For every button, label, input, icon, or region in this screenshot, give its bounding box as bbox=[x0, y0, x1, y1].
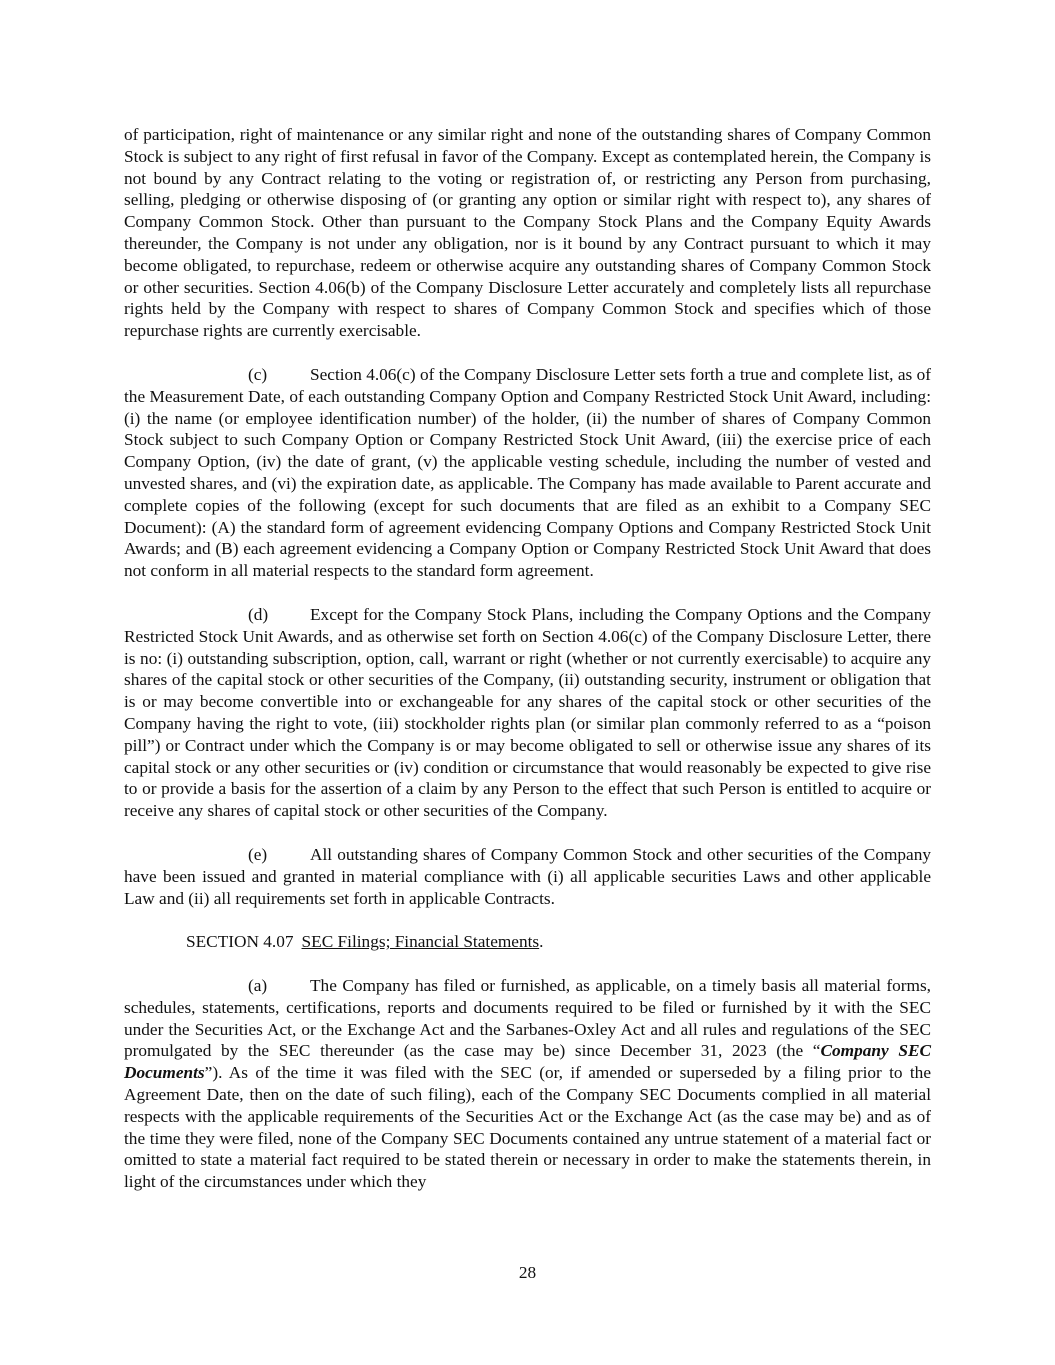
paragraph-c-label: (c) bbox=[248, 364, 268, 384]
paragraph-e bbox=[124, 844, 931, 909]
paragraph-a bbox=[124, 975, 931, 1193]
section-number: SECTION 4.07 bbox=[186, 932, 294, 952]
section-title-period: . bbox=[539, 932, 544, 952]
paragraph-c-text: Section 4.06(c) of the Company Disclosure Letter sets forth a true and complete list, as of the Measurement Date, of each outstanding Company Option and Company Restricted Stock Unit Award, including: (i) the name (or employee identification number) of the holder, (ii) the number of shares of Company Common Stock subject to such Company Option or Company Restricted Stock Unit Award, (iii) the exercise price of each Company Option, (iv) the date of grant, (v) the applicable vesting schedule, including the number of vested and unvested shares, and (vi) the expiration date, as applicable. The Company has made available to Parent accurate and complete copies of the following (except for such documents that are filed as an exhibit to a Company SEC Document): (A) the standard form of agreement evidencing Company Options and Company Restricted Stock Unit Awards; and (B) each agreement evidencing a Company Option or Company Restricted Stock Unit Award that does not conform in all material respects to the standard form agreement. bbox=[124, 364, 931, 581]
page-body bbox=[124, 124, 931, 1193]
paragraph-c bbox=[124, 364, 931, 582]
paragraph-a-label: (a) bbox=[248, 976, 268, 996]
defined-term: Company SEC Documents bbox=[124, 1041, 931, 1083]
continuation-paragraph: of participation, right of maintenance or any similar right and none of the outstanding shares of Company Common Stock is subject to any right of first refusal in favor of the Company. Except as contemplated herein, the Company is not bound by any Contract relating to the voting or registration of, or restricting any Person from purchasing, selling, pledging or otherwise disposing of (or granting any option or similar right with respect to), any shares of Company Common Stock. Other than pursuant to the Company Stock Plans and the Company Equity Awards thereunder, the Company is not under any obligation, nor is it bound by any Contract pursuant to which it may become obligated, to repurchase, redeem or otherwise acquire any outstanding shares of Company Common Stock or other securities. Section 4.06(b) of the Company Disclosure Letter accurately and completely lists all repurchase rights held by the Company with respect to shares of Company Common Stock and specifies which of those repurchase rights are currently exercisable. bbox=[124, 125, 931, 341]
paragraph-d-label: (d) bbox=[248, 604, 269, 624]
paragraph-a-text-after: ”). As of the time it was filed with the SEC (or, if amended or superseded by a filing prior to the Agreement Date, then on the date of such filing), each of the Company SEC Documents complied in all material respects with the applicable requirements of the Securities Act or the Exchange Act (as the case may be) and as of the time they were filed, none of the Company SEC Documents contained any untrue statement of a material fact or omitted to state a material fact required to be stated therein or necessary in order to make the statements therein, in light of the circumstances under which they bbox=[124, 1063, 931, 1192]
paragraph-e-label: (e) bbox=[248, 844, 268, 864]
page-number: 28 bbox=[518, 1263, 537, 1282]
paragraph-d bbox=[124, 604, 931, 822]
paragraph-e-text: All outstanding shares of Company Common Stock and other securities of the Company have been issued and granted in material compliance with (i) all applicable securities Laws and other applicable Law and (ii) all requirements set forth in applicable Contracts. bbox=[124, 844, 931, 908]
paragraph-d-text: Except for the Company Stock Plans, including the Company Options and the Company Restricted Stock Unit Awards, and as otherwise set forth on Section 4.06(c) of the Company Disclosure Letter, there is no: (i) outstanding subscription, option, call, warrant or right (whether or not currently exercisable) to acquire any shares of the capital stock or other securities of the Company, (ii) outstanding security, instrument or obligation that is or may become convertible into or exchangeable for any shares of the capital stock or other securities of the Company having the right to vote, (iii) stockholder rights plan (or similar plan commonly referred to as a “poison pill”) or Contract under which the Company is or may become obligated to sell or otherwise issue any shares of its capital stock or any other securities or (iv) condition or circumstance that would reasonably be expected to give rise to or provide a basis for the assertion of a claim by any Person to the effect that such Person is entitled to acquire or receive any shares of capital stock or other securities of the Company. bbox=[124, 604, 931, 821]
section-title: SEC Filings; Financial Statements bbox=[301, 932, 540, 952]
section-heading bbox=[124, 931, 931, 953]
paragraph-a-text-before: The Company has filed or furnished, as applicable, on a timely basis all material forms, schedules, statements, certifications, reports and documents required to be filed or furnished by it with the SEC under the Securities Act, or the Exchange Act and the Sarbanes-Oxley Act and all rules and regulations of the SEC promulgated by the SEC thereunder (as the case may be) since December 31, 2023 (the “ bbox=[124, 976, 931, 1061]
